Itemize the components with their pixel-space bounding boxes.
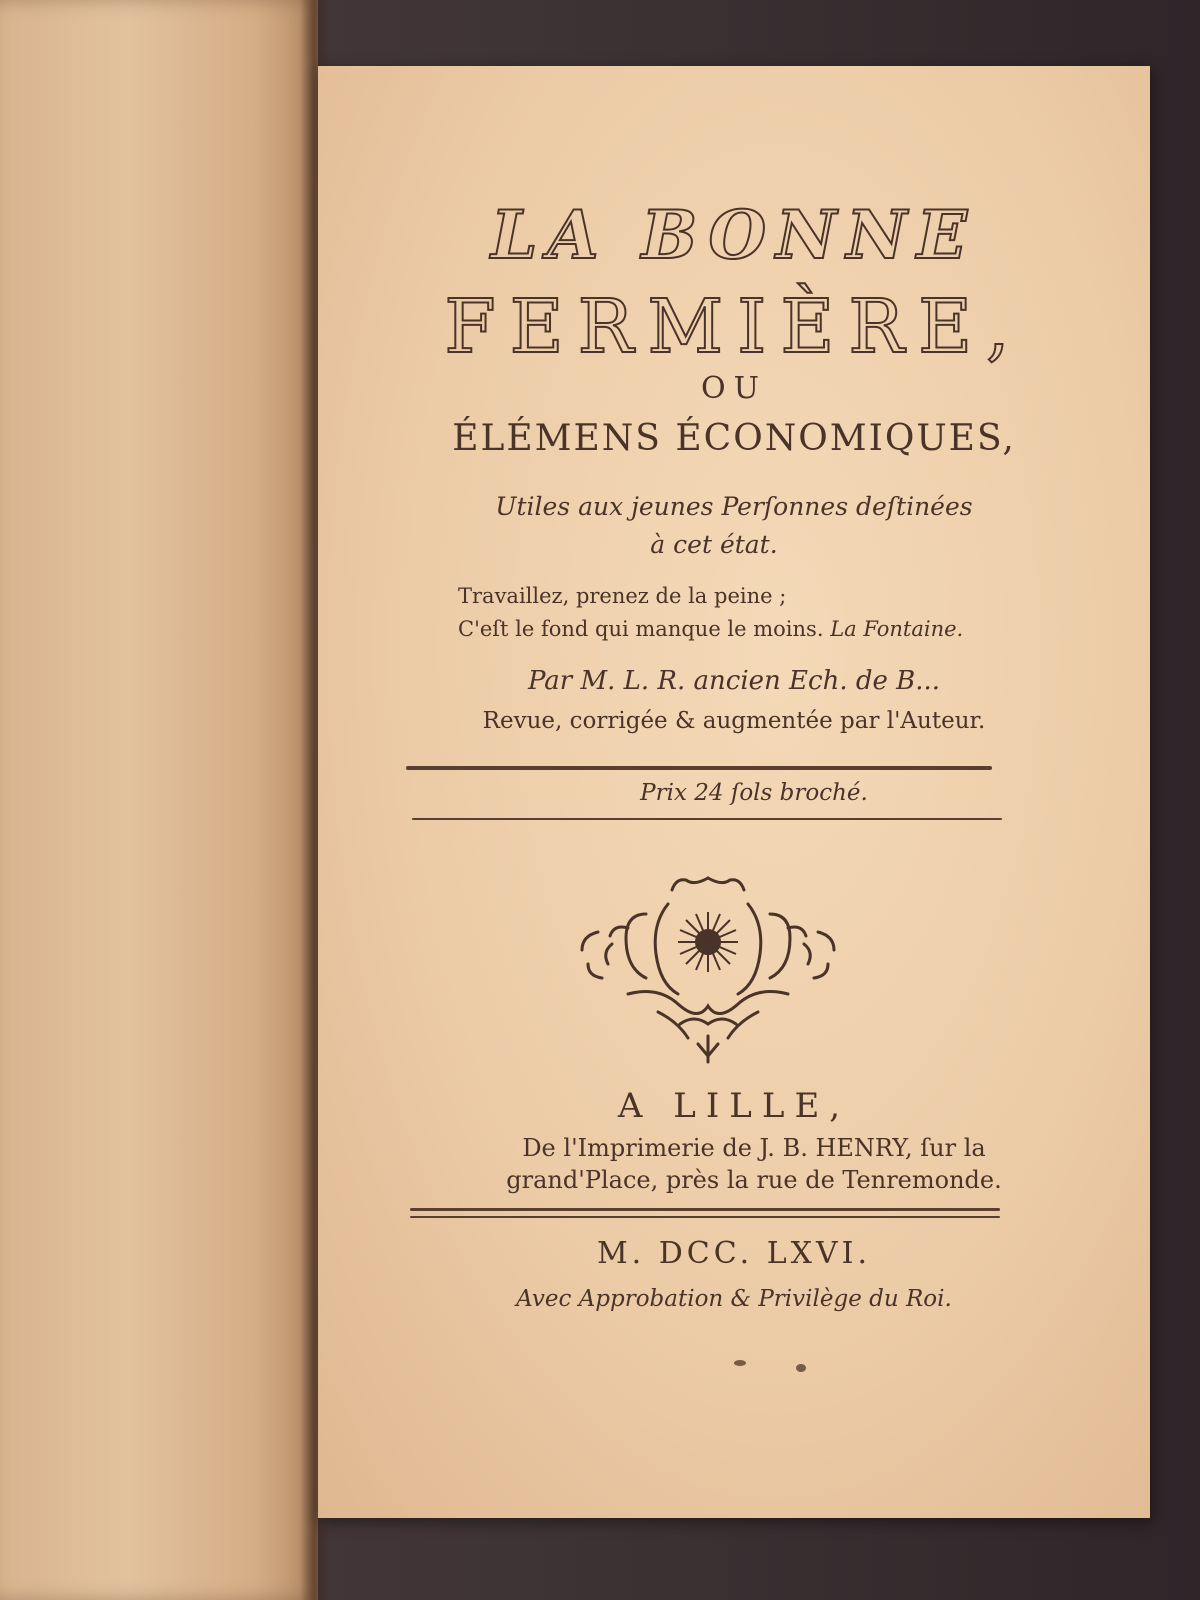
epigraph-line-2-wrap: [458, 613, 1038, 646]
ink-smudge: [734, 1360, 746, 1366]
imprint-line-1: De l'Imprimerie de J. B. HENRY, ſur la: [522, 1134, 986, 1162]
author-line: Par M. L. R. ancien Ech. de B...: [527, 666, 941, 696]
edition-line: Revue, corrigée & augmentée par l'Auteur.: [482, 708, 986, 734]
title-line-3: ÉLÉMENS ÉCONOMIQUES,: [452, 418, 1016, 459]
double-rule-bottom: [410, 1216, 1000, 1218]
epigraph-line-2: C'eſt le fond qui manque le moins.: [458, 617, 824, 641]
rule-bottom: [412, 818, 1002, 820]
imprint-year: M. DCC. LXVI.: [596, 1236, 872, 1271]
price-line: Prix 24 ſols broché.: [640, 780, 868, 806]
epigraph-line-1: Travaillez, prenez de la peine ;: [458, 584, 787, 608]
ink-smudge: [796, 1364, 806, 1372]
imprint-line-2: grand'Place, près la rue de Tenremonde.: [506, 1166, 1002, 1194]
title-line-2: FERMIÈRE,: [444, 284, 1024, 370]
title-line-1: LA BONNE: [490, 196, 978, 274]
subtitle-line-2: à cet état.: [650, 530, 778, 559]
title-page: [318, 66, 1150, 1518]
subtitle-line-1: Utiles aux jeunes Perſonnes deſtinées: [495, 492, 973, 521]
title-ou: OU: [701, 371, 767, 406]
rule-top: [406, 766, 992, 770]
epigraph-attribution: La Fontaine.: [830, 617, 964, 641]
imprint-city: A LILLE,: [617, 1086, 851, 1126]
printers-ornament: [568, 874, 848, 1064]
double-rule-top: [410, 1208, 1000, 1211]
epigraph: [458, 580, 1038, 646]
left-page-edge: [0, 0, 318, 1600]
privilege-line: Avec Approbation & Privilège du Roi.: [516, 1286, 952, 1312]
